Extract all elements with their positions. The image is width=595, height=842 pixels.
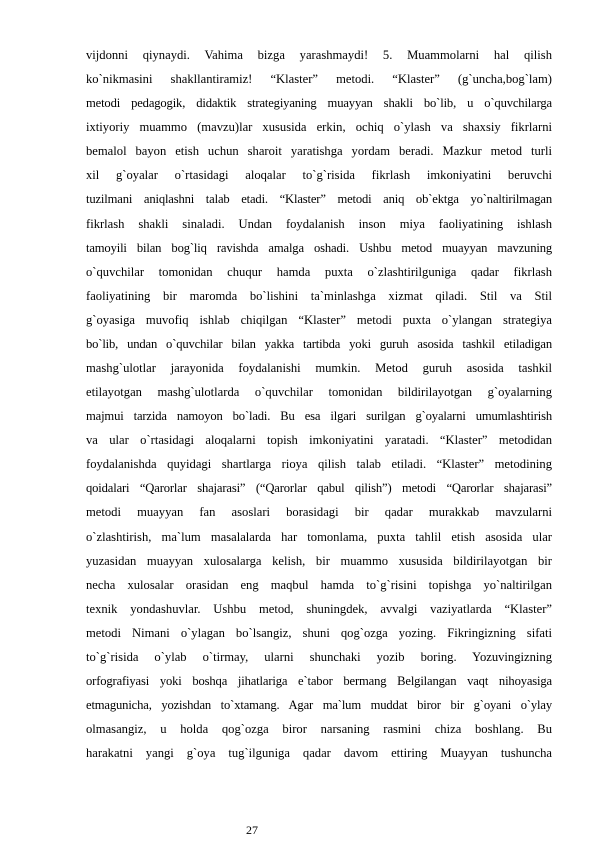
text-line: va ular o`rtasidagi aloqalarni topish imkoniyatini yaratadi. “Klaster” metodidan bbox=[86, 433, 552, 448]
text-line: tuzilmani aniqlashni talab etadi. “Klaster” metodi aniq ob`ektga yo`naltirilmagan bbox=[86, 192, 552, 207]
text-line: etilayotgan mashg`ulotlarda o`quvchilar tomonidan bildirilayotgan g`oyalarning bbox=[86, 385, 552, 400]
text-line: o`quvchilar tomonidan chuqur hamda puxta o`zlashtirilguniga qadar fikrlash bbox=[86, 264, 552, 279]
text-line: metodi pedagogik, didaktik strategiyaning muayyan shakli bo`lib, u o`quvchilarga bbox=[86, 96, 552, 111]
text-line: olmasangiz, u holda qog`ozga biror narsaning rasmini chiza boshlang. Bu bbox=[86, 722, 552, 737]
text-line: orfografiyasi yoki boshqa jihatlariga e`tabor bermang Belgilangan vaqt nihoyasiga bbox=[86, 674, 552, 689]
text-line: mashg`ulotlar jarayonida foydalanishi mumkin. Metod guruh asosida tashkil bbox=[86, 361, 552, 376]
text-line: bo`lib, undan o`quvchilar bilan yakka tartibda yoki guruh asosida tashkil etiladigan bbox=[86, 336, 552, 351]
body-text bbox=[86, 43, 552, 765]
text-line: ko`nikmasini shakllantiramiz! “Klaster” metodi. “Klaster” (g`uncha,bog`lam) bbox=[86, 72, 552, 87]
text-line: etmagunicha, yozishdan to`xtamang. Agar ma`lum muddat biror bir g`oyani o`ylay bbox=[86, 698, 552, 713]
text-line: texnik yondashuvlar. Ushbu metod, shuningdek, avvalgi vaziyatlarda “Klaster” bbox=[86, 601, 552, 616]
text-line: to`g`risida o`ylab o`tirmay, ularni shunchaki yozib boring. Yozuvingizning bbox=[86, 649, 552, 664]
text-line: g`oyasiga muvofiq ishlab chiqilgan “Klaster” metodi puxta o`ylangan strategiya bbox=[86, 312, 552, 327]
text-line: qoidalari “Qarorlar shajarasi” (“Qarorlar qabul qilish”) metodi “Qarorlar shajarasi” bbox=[86, 481, 552, 496]
page-number: 27 bbox=[246, 823, 258, 837]
text-line: necha xulosalar orasidan eng maqbul hamda to`g`risini topishga yo`naltirilgan bbox=[86, 577, 552, 592]
text-line: tamoyili bilan bog`liq ravishda amalga oshadi. Ushbu metod muayyan mavzuning bbox=[86, 240, 552, 255]
text-line: ixtiyoriy muammo (mavzu)lar xususida erkin, ochiq o`ylash va shaxsiy fikrlarni bbox=[86, 120, 552, 135]
text-line: harakatni yangi g`oya tug`ilguniga qadar davom ettiring Muayyan tushuncha bbox=[86, 746, 552, 761]
text-line: vijdonni qiynaydi. Vahima bizga yarashmaydi! 5. Muammolarni hal qilish bbox=[86, 48, 552, 62]
text-line: xil g`oyalar o`rtasidagi aloqalar to`g`risida fikrlash imkoniyatini beruvchi bbox=[86, 168, 552, 183]
text-line: bemalol bayon etish uchun sharoit yaratishga yordam beradi. Mazkur metod turli bbox=[86, 144, 552, 159]
text-line: faoliyatining bir maromda bo`lishini ta`minlashga xizmat qiladi. Stil va Stil bbox=[86, 288, 552, 303]
text-line: metodi muayyan fan asoslari borasidagi bir qadar murakkab mavzularni bbox=[86, 505, 552, 520]
text-line: majmui tarzida namoyon bo`ladi. Bu esa ilgari surilgan g`oyalarni umumlashtirish bbox=[86, 409, 552, 424]
text-line: yuzasidan muayyan xulosalarga kelish, bir muammo xususida bildirilayotgan bir bbox=[86, 553, 552, 568]
text-line: metodi Nimani o`ylagan bo`lsangiz, shuni qog`ozga yozing. Fikringizning sifati bbox=[86, 625, 552, 640]
text-line: fikrlash shakli sinaladi. Undan foydalanish inson miya faoliyatining ishlash bbox=[86, 216, 552, 231]
text-line: o`zlashtirish, ma`lum masalalarda har tomonlama, puxta tahlil etish asosida ular bbox=[86, 529, 552, 544]
text-line: foydalanishda quyidagi shartlarga rioya qilish talab etiladi. “Klaster” metodining bbox=[86, 457, 552, 472]
